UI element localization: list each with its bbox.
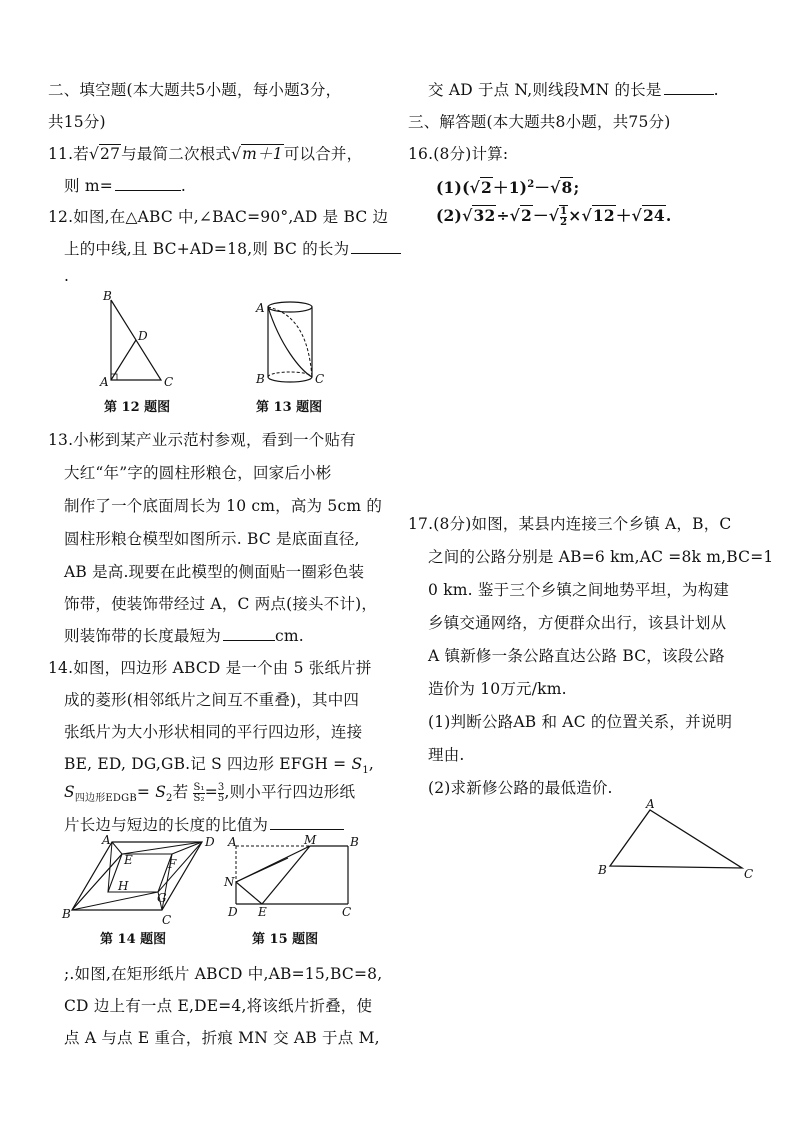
fig13-label-a: A [256,301,265,315]
fig14-label-g: G [157,891,167,905]
section2-title: 二、填空题(本大题共5小题，每小题3分， [48,81,342,99]
fig12-caption: 第 12 题图 [104,400,171,415]
fig15-label-m: M [304,833,317,847]
q14-line4: BE, ED, DG,GB.记 S 四边形 EFGH = $S_1$, [64,755,375,777]
q15-line1: ;.如图,在矩形纸片 ABCD 中,AB=15,BC=8, [64,965,383,983]
fig13-label-c: C [315,372,325,386]
q12-line3: . [64,267,70,285]
q14-line3: 张纸片为大小形状相同的平行四边形，连接 [64,723,363,741]
fig13-caption: 第 13 题图 [256,400,323,415]
fig14-label-c: C [162,913,172,927]
q17-line2: 之间的公路分别是 AB=6 km,AC =8k m,BC=1 [428,548,774,566]
q14-line5: $S_{四边形EDGB}= S_2$若 $\frac{\text{S₁}}{\text{S₂}}$ = $\frac{3}{5}$ ,则小平行四边形纸 [64,781,356,805]
q13-line5: AB 是高.现要在此模型的侧面贴一圈彩色装 [64,563,365,581]
fig14-label-h: H [118,879,129,893]
answer-blank[interactable] [664,93,714,95]
fraction-3-5: $\frac{3}{5}$ [217,781,225,804]
fig17-label-b: B [598,863,607,877]
answer-blank[interactable] [270,828,344,830]
figure-15 [220,832,360,924]
q17-line9: (2)求新修公路的最低造价. [428,779,613,797]
q13-line1: 13.小彬到某产业示范村参观，看到一个贴有 [48,431,356,449]
fig15-label-a: A [228,835,237,849]
fig12-label-a: A [100,375,109,389]
q17-line5: A 镇新修一条公路直达公路 BC，该段公路 [428,647,725,665]
fig13-label-b: B [256,372,265,386]
q13-line2: 大红“年”字的圆柱形粮仓，回家后小彬 [64,464,332,482]
q17-line3: 0 km. 鉴于三个乡镇之间地势平坦，为构建 [428,581,730,599]
q16-head: 16.(8分)计算: [408,145,509,163]
fig12-label-c: C [164,375,174,389]
fig14-label-a: A [102,833,111,847]
q15-line3: 点 A 与点 E 重合，折痕 MN 交 AB 于点 M, [64,1029,380,1047]
q13-line3: 制作了一个底面周长为 10 cm，高为 5cm 的 [64,497,383,515]
fig15-label-e: E [258,905,267,919]
q12-line1: 12.如图,在△ABC 中,∠BAC=90°,AD 是 BC 边 [48,208,389,226]
fig15-label-n: N [224,875,235,889]
q11-radicand-1: 27 [100,145,121,163]
fig14-label-e: E [124,853,133,867]
fig17-label-a: A [646,797,655,811]
q14-line2: 成的菱形(相邻纸片之间互不重叠)，其中四 [64,691,360,709]
fig14-label-d: D [205,835,215,849]
fig12-label-d: D [138,329,148,343]
section3-title: 三、解答题(本大题共8小题，共75分) [408,113,671,131]
figure-14 [62,832,215,927]
q11-radicand-2: m＋1 [242,145,283,163]
q11-line2: 则 m= . [64,177,187,195]
q14-line1: 14.如图，四边形 ABCD 是一个由 5 张纸片拼 [48,659,372,677]
figure-12 [96,290,176,390]
q17-line6: 造价为 10万元/km. [428,680,567,698]
section2-title-cont: 共15分) [48,113,106,131]
q14-line6: 片长边与短边的长度的比值为 [64,813,344,835]
fig14-caption: 第 14 题图 [100,932,167,947]
q15-line4: 交 AD 于点 N,则线段MN 的长是 . [428,81,719,99]
q13-line4: 圆柱形粮仓模型如图所示. BC 是底面直径, [64,530,360,548]
q17-line7: (1)判断公路AB 和 AC 的位置关系，并说明 [428,713,733,731]
q17-line1: 17.(8分)如图，某县内连接三个乡镇 A，B，C [408,515,732,533]
q16-part1: $(1)(√2+1)^2-√8$; [436,178,580,197]
fig14-label-b: B [62,907,71,921]
fraction-s1-s2: $\frac{\text{S₁}}{\text{S₂}}$ [193,781,205,804]
fig15-caption: 第 15 题图 [252,932,319,947]
fig17-label-c: C [744,867,754,881]
figure-17 [592,796,762,886]
answer-blank[interactable] [115,189,181,191]
figure-13 [250,295,330,395]
answer-blank[interactable] [223,639,275,641]
fig12-label-b: B [103,289,112,303]
fig15-label-c: C [342,905,352,919]
fig15-label-b: B [350,835,359,849]
q15-line2: CD 边上有一点 E,DE=4,将该纸片折叠，使 [64,997,373,1015]
q13-line7: 则装饰带的长度最短为 cm. [64,627,304,645]
q11-line1: 11.若√27与最简二次根式√m＋1可以合并， [48,145,363,163]
q17-line8: 理由. [428,746,465,764]
fig14-label-f: F [168,857,177,871]
q17-line4: 乡镇交通网络，方便群众出行，该县计划从 [428,614,727,632]
q13-line6: 饰带，使装饰带经过 A，C 两点(接头不计)， [64,595,378,613]
q12-line2: 上的中线,且 BC+AD=18,则 BC 的长为 [64,237,401,259]
fraction-1-2: $\frac{1}{2}$ [560,205,568,228]
fig15-label-d: D [228,905,238,919]
q16-part2: (2)√32÷√2－√ $\frac{1}{2}$ ×√12＋√24. [436,205,672,228]
answer-blank[interactable] [351,252,401,254]
